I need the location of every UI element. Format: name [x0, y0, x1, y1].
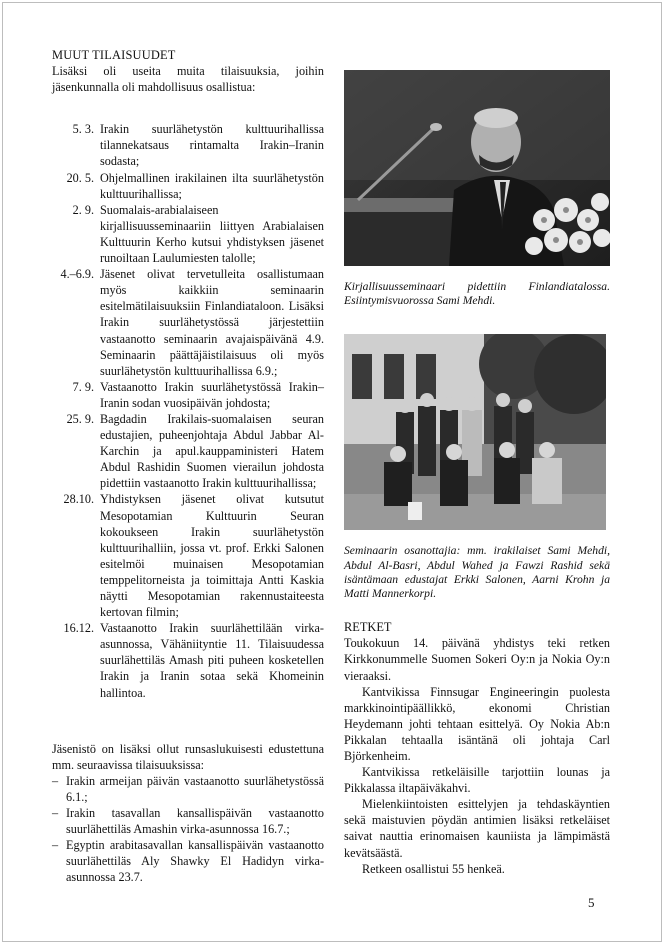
event-item [52, 491, 324, 620]
photo-caption-2: Seminaarin osanottajia: mm. irakilaiset Sami Mehdi, Abdul Al-Basri, Abdul Wahed ja Fawzi Rashid sekä isäntämaan edustajat Erkki Salonen, Aarni Krohn ja Matti Mannerkorpi. [344, 544, 610, 601]
event-text: Vastaanotto Irakin suurlähetystössä Irakin–Iranin sodan vuosipäivän johdosta; [100, 379, 324, 410]
event-item [52, 411, 324, 491]
group-photo [344, 334, 606, 530]
bullet-item [52, 773, 324, 805]
event-date: 4.–6.9. [60, 267, 94, 282]
event-text: Irakin suurlähetystön kulttuurihallissa tilannekatsaus rintamalta Irakin–Iranin sodasta; [100, 122, 324, 169]
right-column [344, 70, 610, 877]
event-date: 20. 5. [66, 170, 94, 185]
retket-paragraph: Retkeen osallistui 55 henkeä. [362, 861, 505, 876]
retket-paragraph: Kantvikissa Finnsugar Engineeringin puolesta markkinointipäällikkö, ekonomi Christian Heydemann johti tehtaan esittelyä. Oy Nokia Ab:n Pikkalan tehtaalla isäntänä oli johtaja Carl Björkenheim. [344, 684, 610, 763]
event-text: Yhdistyksen jäsenet olivat kutsutut Mesopotamian Kulttuurin Seuran kokoukseen Irakin suurlähetystön kulttuurihalliin, jossa vt. prof. Erkki Salonen esitelmöi muinaisen Mesopotamian temppelitorneista ja toimittaja Antti Kaskia näytti Mesopotamian rakennustaiteesta kertovan filmin; [100, 492, 324, 620]
event-item [52, 170, 324, 202]
bullet-mark: – [52, 838, 59, 853]
event-text: Ohjelmallinen irakilainen ilta suurlähetystön kulttuurihallissa; [100, 170, 324, 201]
photo-caption-1: Kirjallisuusseminaari pidettiin Finlandiatalossa. Esiintymisvuorossa Sami Mehdi. [344, 280, 610, 308]
event-item [52, 202, 324, 266]
event-text: Bagdadin Irakilais-suomalaisen seuran edustajien, puheenjohtaja Abdul Jabbar Al-Karchin ja apul.kauppaministeri Hatem Abdul Rashidin Suomen vierailun johdosta pidettiin vastaanotto Irakin kulttuurihallissa; [100, 411, 324, 491]
page-number: 5 [588, 895, 595, 910]
bullet-text: Irakin tasavallan kansallispäivän vastaanotto suurlähettiläs Amashin virka-asunnossa 16.7.; [66, 806, 324, 837]
retket-paragraph: Mielenkiintoisten esittelyjen ja tehdaskäyntien sekä maistuvien pöydän antimien lisäksi retkeläiset saivat nauttia erinomaisen kauniista ja lämpimästä kevätsäästä. [344, 797, 610, 860]
event-item [52, 266, 324, 379]
event-date: 2. 9. [72, 202, 94, 217]
bullet-item [52, 805, 324, 837]
event-date: 25. 9. [66, 411, 94, 426]
left-column [52, 47, 324, 886]
bullet-item [52, 837, 324, 885]
bullet-mark: – [52, 806, 59, 821]
event-text: Vastaanotto Irakin suurlähettilään virka-asunnossa, Vähäniityntie 11. Tilaisuudessa suurlähettiläs Amash piti puheen kosketellen Irakin ja Iranin sotaa sekä Khomeinin hallintoa. [100, 621, 324, 700]
event-text: Suomalais-arabialaiseen kirjallisuusseminaariin liittyen Arabialaisen Kulttuurin Kerho kutsui yhdistyksen jäsenet runoiltaan Laulumiesten talolle; [100, 202, 324, 266]
event-item [52, 379, 324, 411]
attendance-paragraph: Jäsenistö on lisäksi ollut runsaslukuisesti edustettuna mm. seuraavissa tilaisuuksissa: [52, 741, 324, 772]
retket-paragraph: Toukokuun 14. päivänä yhdistys teki retken Kirkkonummelle Suomen Sokeri Oy:n ja Nokia Oy:n vieraaksi. [344, 636, 610, 683]
bullet-mark: – [52, 773, 59, 788]
event-text: Jäsenet olivat tervetulleita osallistumaan myös kaikkiin seminaarin esitelmätilaisuuksiin Finlandiataloon. Lisäksi Irakin suurlähetystössä järjestettiin vastaanotto seminaarin avajaispäivänä 4.9. Seminaarin päättäjäistilaisuus oli myös suurlähetystön kulttuurihallissa 6.9.; [100, 267, 324, 378]
event-item [52, 620, 324, 700]
event-date: 16.12. [63, 621, 94, 636]
retket-paragraph: Kantvikissa retkeläisille tarjottiin lounas ja Pikkalassa iltapäiväkahvi. [344, 765, 610, 796]
event-date: 7. 9. [72, 379, 94, 394]
event-item [52, 121, 324, 169]
intro-paragraph: Lisäksi oli useita muita tilaisuuksia, joihin jäsenkunnalla oli mahdollisuus osallistua: [52, 64, 324, 95]
bullet-text: Irakin armeijan päivän vastaanotto suurlähetystössä 6.1.; [66, 773, 324, 804]
section-heading-retket: RETKET [344, 620, 392, 635]
speaker-photo [344, 70, 610, 266]
section-heading-muut-tilaisuudet: MUUT TILAISUUDET [52, 48, 176, 62]
bullet-text: Egyptin arabitasavallan kansallispäivän vastaanotto suurlähettiläs Aly Shawky El Hadidyn virka-asunnossa 23.7. [66, 838, 324, 885]
event-list [52, 121, 324, 700]
event-date: 28.10. [63, 492, 94, 507]
event-date: 5. 3. [72, 122, 94, 137]
